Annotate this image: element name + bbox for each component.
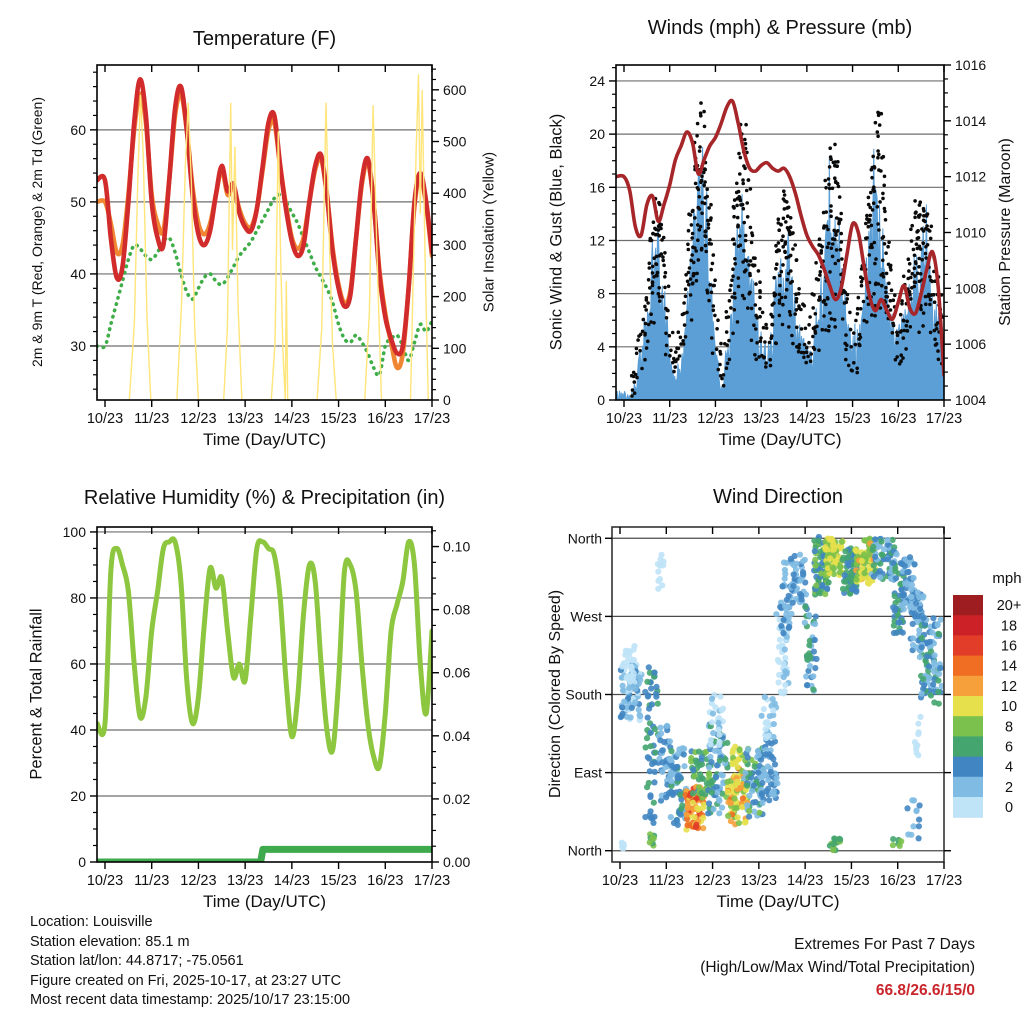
winds-xaxis-label: Time (Day/UTC) bbox=[718, 430, 842, 449]
svg-text:4: 4 bbox=[1004, 759, 1014, 776]
winds-yaxis-left-label: Sonic Wind & Gust (Blue, Black) bbox=[547, 113, 566, 351]
svg-text:15/23: 15/23 bbox=[833, 873, 870, 889]
svg-text:10/23: 10/23 bbox=[601, 873, 639, 889]
svg-text:11/23: 11/23 bbox=[134, 873, 170, 889]
winds-yaxis-right-label: Station Pressure (Maroon) bbox=[997, 138, 1014, 326]
footer-created: Figure created on Fri, 2025-10-17, at 23:27 UTC bbox=[30, 972, 342, 989]
svg-text:14/23: 14/23 bbox=[788, 411, 826, 427]
svg-text:15/23: 15/23 bbox=[320, 873, 357, 889]
svg-text:16/23: 16/23 bbox=[880, 411, 917, 427]
svg-text:600: 600 bbox=[443, 81, 467, 98]
svg-text:North: North bbox=[567, 842, 602, 859]
svg-text:18: 18 bbox=[1000, 618, 1018, 635]
svg-text:16/23: 16/23 bbox=[367, 411, 404, 427]
svg-text:14/23: 14/23 bbox=[273, 873, 311, 889]
footer-elevation: Station elevation: 85.1 m bbox=[30, 933, 190, 950]
svg-text:14: 14 bbox=[1000, 658, 1018, 675]
svg-text:10/23: 10/23 bbox=[605, 411, 643, 427]
extremes-subtitle: (High/Low/Max Wind/Total Precipitation) bbox=[700, 959, 975, 976]
svg-text:200: 200 bbox=[443, 288, 467, 305]
svg-text:0.02: 0.02 bbox=[443, 790, 471, 807]
svg-text:13/23: 13/23 bbox=[226, 411, 264, 427]
svg-text:60: 60 bbox=[70, 655, 86, 672]
svg-text:11/23: 11/23 bbox=[652, 411, 688, 427]
svg-text:13/23: 13/23 bbox=[742, 411, 780, 427]
temperature-xaxis-label: Time (Day/UTC) bbox=[202, 430, 327, 449]
svg-text:100: 100 bbox=[62, 523, 86, 540]
svg-text:1012: 1012 bbox=[955, 168, 987, 185]
svg-text:20: 20 bbox=[589, 126, 605, 143]
temperature-yaxis-right-label: Solar Insolation (Yellow) bbox=[480, 151, 498, 313]
svg-text:East: East bbox=[573, 764, 602, 781]
svg-text:17/23: 17/23 bbox=[413, 411, 451, 427]
svg-text:11/23: 11/23 bbox=[134, 411, 170, 427]
svg-text:0: 0 bbox=[597, 392, 605, 408]
svg-text:24: 24 bbox=[589, 72, 605, 89]
svg-text:1008: 1008 bbox=[955, 280, 987, 297]
svg-text:8: 8 bbox=[597, 285, 605, 302]
svg-text:North: North bbox=[567, 530, 602, 547]
wind-direction-chart-title: Wind Direction bbox=[712, 486, 844, 508]
svg-text:40: 40 bbox=[70, 265, 86, 282]
svg-text:300: 300 bbox=[443, 236, 467, 253]
svg-text:16/23: 16/23 bbox=[367, 873, 404, 889]
svg-text:0.00: 0.00 bbox=[443, 854, 471, 870]
humidity-precip-chart-title: Relative Humidity (%) & Precipitation (in) bbox=[83, 487, 446, 509]
svg-text:8: 8 bbox=[1004, 719, 1014, 736]
svg-text:12: 12 bbox=[1000, 678, 1018, 695]
svg-text:80: 80 bbox=[70, 589, 86, 606]
temperature-chart-title: Temperature (F) bbox=[192, 28, 337, 50]
svg-text:0.06: 0.06 bbox=[443, 664, 471, 681]
wind-direction-yaxis-label: Direction (Colored By Speed) bbox=[547, 589, 564, 799]
svg-text:1010: 1010 bbox=[955, 224, 987, 241]
svg-text:6: 6 bbox=[1004, 739, 1014, 756]
svg-text:15/23: 15/23 bbox=[834, 411, 871, 427]
winds-pressure-chart-title: Winds (mph) & Pressure (mb) bbox=[647, 17, 913, 39]
svg-text:12/23: 12/23 bbox=[694, 873, 731, 889]
svg-text:500: 500 bbox=[443, 133, 467, 150]
svg-text:12/23: 12/23 bbox=[697, 411, 734, 427]
svg-text:1004: 1004 bbox=[955, 392, 987, 408]
footer-location: Location: Louisville bbox=[30, 914, 153, 930]
svg-text:0: 0 bbox=[443, 392, 451, 408]
svg-text:40: 40 bbox=[70, 721, 86, 738]
wind-direction-xaxis-label: Time (Day/UTC) bbox=[716, 892, 840, 911]
svg-text:1006: 1006 bbox=[955, 336, 987, 353]
svg-text:16: 16 bbox=[1000, 638, 1018, 655]
footer-station-info bbox=[30, 913, 350, 1011]
svg-text:10/23: 10/23 bbox=[86, 411, 124, 427]
svg-text:0.10: 0.10 bbox=[443, 538, 471, 555]
svg-text:0: 0 bbox=[1004, 800, 1014, 817]
svg-text:17/23: 17/23 bbox=[413, 873, 451, 889]
svg-text:17/23: 17/23 bbox=[925, 411, 963, 427]
svg-text:17/23: 17/23 bbox=[925, 873, 963, 889]
footer-latlon: Station lat/lon: 44.8717; -75.0561 bbox=[30, 953, 244, 969]
svg-text:16: 16 bbox=[589, 179, 605, 196]
svg-text:100: 100 bbox=[443, 340, 467, 357]
svg-text:West: West bbox=[570, 608, 602, 625]
svg-text:0.04: 0.04 bbox=[443, 727, 471, 744]
svg-text:20+: 20+ bbox=[996, 598, 1022, 615]
humidity-yaxis-left-label: Percent & Total Rainfall bbox=[27, 608, 46, 780]
svg-text:13/23: 13/23 bbox=[226, 873, 264, 889]
svg-text:10: 10 bbox=[1000, 699, 1018, 716]
svg-text:20: 20 bbox=[70, 787, 86, 804]
svg-text:12: 12 bbox=[589, 232, 605, 249]
svg-text:12/23: 12/23 bbox=[180, 873, 217, 889]
svg-text:2: 2 bbox=[1004, 779, 1014, 796]
svg-text:50: 50 bbox=[70, 193, 86, 210]
extremes-values: 66.8/26.6/15/0 bbox=[875, 982, 975, 999]
svg-text:South: South bbox=[565, 686, 602, 703]
svg-text:1016: 1016 bbox=[955, 57, 987, 73]
svg-text:30: 30 bbox=[70, 337, 86, 354]
svg-text:400: 400 bbox=[443, 185, 467, 202]
temperature-yaxis-left-label: 2m & 9m T (Red, Orange) & 2m Td (Green) bbox=[29, 97, 45, 367]
svg-text:14/23: 14/23 bbox=[786, 873, 824, 889]
humidity-xaxis-label: Time (Day/UTC) bbox=[202, 892, 327, 911]
colorbar-unit-label: mph bbox=[992, 570, 1022, 587]
svg-text:16/23: 16/23 bbox=[879, 873, 916, 889]
svg-text:60: 60 bbox=[70, 121, 86, 138]
svg-text:0.08: 0.08 bbox=[443, 601, 471, 618]
svg-text:14/23: 14/23 bbox=[273, 411, 311, 427]
footer-timestamp: Most recent data timestamp: 2025/10/17 23:15:00 bbox=[30, 992, 351, 1008]
svg-text:10/23: 10/23 bbox=[86, 873, 124, 889]
svg-text:12/23: 12/23 bbox=[180, 411, 217, 427]
svg-text:4: 4 bbox=[597, 338, 605, 355]
svg-text:13/23: 13/23 bbox=[740, 873, 778, 889]
svg-text:11/23: 11/23 bbox=[648, 873, 684, 889]
svg-text:0: 0 bbox=[78, 854, 86, 870]
extremes-title: Extremes For Past 7 Days bbox=[794, 936, 975, 953]
svg-text:15/23: 15/23 bbox=[320, 411, 357, 427]
footer-extremes bbox=[700, 933, 975, 1002]
svg-text:1014: 1014 bbox=[955, 112, 987, 129]
